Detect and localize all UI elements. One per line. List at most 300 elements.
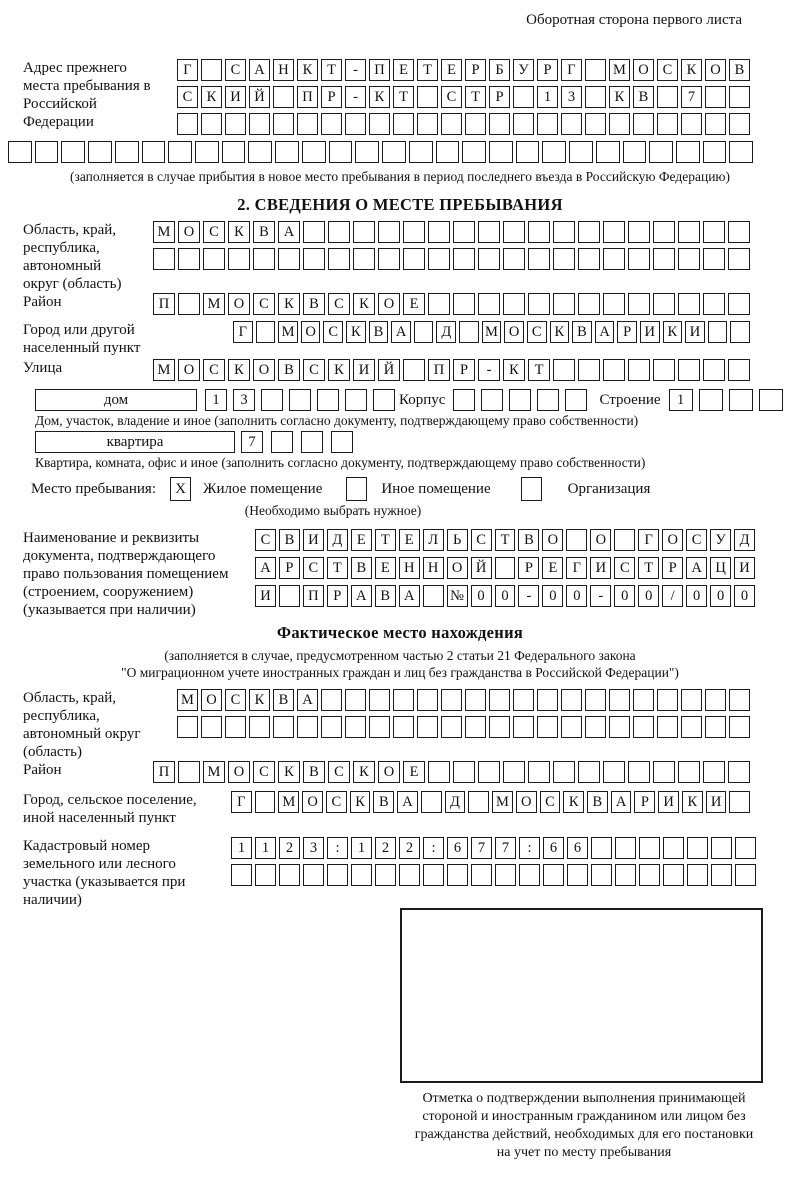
char-cell [578, 293, 600, 315]
char-cell: О [178, 359, 200, 381]
char-cell: 6 [567, 837, 588, 859]
char-cell: : [423, 837, 444, 859]
house-widebox: дом [35, 389, 197, 411]
char-cell [495, 557, 516, 579]
char-cell [468, 791, 489, 813]
char-cell [489, 113, 510, 135]
char-cell: К [249, 689, 270, 711]
char-cell [302, 141, 326, 163]
char-cell: Р [489, 86, 510, 108]
char-cell [687, 837, 708, 859]
char-cell [115, 141, 139, 163]
char-cell [639, 864, 660, 886]
char-cell [615, 837, 636, 859]
char-cell [328, 221, 350, 243]
char-row [177, 59, 750, 81]
actual-location-title: Фактическое место нахождения [276, 623, 524, 642]
char-row [153, 293, 750, 315]
char-cell: С [203, 221, 225, 243]
char-cell: 7 [681, 86, 702, 108]
house-note: Дом, участок, владение и иное (заполнить согласно документу, подтверждающему право собственности) [35, 413, 639, 428]
char-cell [35, 141, 59, 163]
char-cell: В [375, 585, 396, 607]
char-cell [253, 248, 275, 270]
char-cell [303, 248, 325, 270]
char-row [233, 321, 750, 343]
char-cell: В [273, 689, 294, 711]
char-cell: 2 [375, 837, 396, 859]
char-cell [177, 113, 198, 135]
char-cell [399, 864, 420, 886]
char-cell [261, 389, 283, 411]
char-cell [201, 59, 222, 81]
district-label: Район [23, 294, 62, 310]
char-cell [609, 716, 630, 738]
char-cell: Т [393, 86, 414, 108]
char-cell: № [447, 585, 468, 607]
region-field [8, 221, 792, 293]
char-cell [369, 689, 390, 711]
char-cell: Д [445, 791, 466, 813]
char-cell [728, 359, 750, 381]
char-cell: 2 [399, 837, 420, 859]
char-cell [553, 293, 575, 315]
char-cell: 1 [255, 837, 276, 859]
char-cell [255, 791, 276, 813]
char-cell [542, 141, 566, 163]
char-cell [653, 293, 675, 315]
actual-note-line2: "О миграционном учете иностранных граждан и лиц без гражданства в Российской Федерации") [121, 665, 679, 680]
char-cell: - [345, 86, 366, 108]
char-cell [703, 221, 725, 243]
char-cell [603, 293, 625, 315]
char-cell [203, 248, 225, 270]
char-cell [687, 864, 708, 886]
char-cell: Д [436, 321, 456, 343]
char-cell [578, 221, 600, 243]
char-cell [703, 293, 725, 315]
char-cell: И [706, 791, 727, 813]
char-cell [345, 716, 366, 738]
organization-checkbox [521, 477, 542, 501]
char-cell: Р [617, 321, 637, 343]
char-cell: О [516, 791, 537, 813]
char-cell: С [614, 557, 635, 579]
char-cell [403, 359, 425, 381]
char-cell: 0 [471, 585, 492, 607]
residential-checkbox: X [170, 477, 191, 501]
char-cell [345, 689, 366, 711]
char-cell [222, 141, 246, 163]
char-cell: О [590, 529, 611, 551]
char-cell: К [663, 321, 683, 343]
char-cell: / [662, 585, 683, 607]
char-cell [585, 113, 606, 135]
char-cell: А [297, 689, 318, 711]
char-cell: Н [273, 59, 294, 81]
char-cell: В [279, 529, 300, 551]
char-cell [369, 113, 390, 135]
char-cell [273, 716, 294, 738]
char-cell [409, 141, 433, 163]
char-cell [553, 761, 575, 783]
char-cell [735, 837, 756, 859]
char-cell [759, 389, 783, 411]
char-cell [565, 389, 587, 411]
char-cell [728, 293, 750, 315]
prev-address-label: Адрес прежнего места пребывания в Российской Федерации [23, 60, 151, 130]
char-cell: К [369, 86, 390, 108]
char-cell [528, 221, 550, 243]
char-cell: С [177, 86, 198, 108]
apartment-widebox: квартира [35, 431, 235, 453]
char-cell [279, 585, 300, 607]
char-cell [711, 837, 732, 859]
char-cell [609, 689, 630, 711]
char-cell: С [253, 761, 275, 783]
char-cell [681, 716, 702, 738]
char-cell: 0 [686, 585, 707, 607]
document-field [8, 529, 792, 619]
char-cell [178, 761, 200, 783]
char-cell [503, 293, 525, 315]
char-cell [567, 864, 588, 886]
char-cell [478, 761, 500, 783]
char-cell [653, 221, 675, 243]
char-cell [345, 113, 366, 135]
char-cell: 7 [241, 431, 263, 453]
residential-label: Жилое помещение [203, 480, 323, 497]
char-cell: А [611, 791, 632, 813]
char-cell: Е [375, 557, 396, 579]
char-cell: Е [441, 59, 462, 81]
char-cell [321, 113, 342, 135]
char-cell [585, 59, 606, 81]
actual-region-label: Область, край, республика, автономный округ (область) [23, 690, 141, 760]
char-row [153, 248, 750, 270]
char-cell [489, 716, 510, 738]
char-cell [623, 141, 647, 163]
char-cell [528, 293, 550, 315]
char-cell [628, 221, 650, 243]
char-cell: Н [423, 557, 444, 579]
char-cell: С [328, 293, 350, 315]
char-cell: М [278, 791, 299, 813]
char-cell: Р [327, 585, 348, 607]
char-cell: И [590, 557, 611, 579]
char-cell: 0 [734, 585, 755, 607]
char-cell: А [351, 585, 372, 607]
confirmation-stamp-box [400, 908, 763, 1083]
char-cell: О [378, 761, 400, 783]
char-cell [279, 864, 300, 886]
char-cell: Г [177, 59, 198, 81]
char-cell: Е [351, 529, 372, 551]
char-cell: И [353, 359, 375, 381]
char-cell: В [729, 59, 750, 81]
char-cell: С [225, 59, 246, 81]
char-cell [195, 141, 219, 163]
char-cell [609, 113, 630, 135]
char-cell: - [590, 585, 611, 607]
char-cell: Р [518, 557, 539, 579]
char-cell: К [353, 293, 375, 315]
char-cell: С [255, 529, 276, 551]
char-cell: П [369, 59, 390, 81]
char-cell: К [297, 59, 318, 81]
char-cell: К [563, 791, 584, 813]
char-cell: Й [249, 86, 270, 108]
char-cell [321, 689, 342, 711]
char-cell [447, 864, 468, 886]
char-cell: С [323, 321, 343, 343]
char-cell: 3 [303, 837, 324, 859]
char-cell: Е [542, 557, 563, 579]
char-cell: - [518, 585, 539, 607]
char-cell [275, 141, 299, 163]
char-cell [657, 689, 678, 711]
char-cell: Р [321, 86, 342, 108]
char-cell [699, 389, 723, 411]
char-row [231, 864, 756, 886]
char-cell: К [353, 761, 375, 783]
char-row [177, 716, 750, 738]
char-cell [528, 248, 550, 270]
char-cell [591, 837, 612, 859]
char-cell [633, 689, 654, 711]
char-cell [369, 716, 390, 738]
actual-city-field [8, 791, 792, 827]
char-cell [676, 141, 700, 163]
char-cell: М [482, 321, 502, 343]
char-cell [513, 716, 534, 738]
char-cell [603, 761, 625, 783]
prev-address-extra-row [8, 141, 753, 163]
stay-type-note: (Необходимо выбрать нужное) [244, 503, 422, 518]
char-cell [177, 716, 198, 738]
char-cell [614, 529, 635, 551]
char-cell [578, 359, 600, 381]
actual-district-field [8, 761, 792, 783]
char-cell: В [373, 791, 394, 813]
char-cell: П [303, 585, 324, 607]
char-cell [728, 248, 750, 270]
char-cell [503, 248, 525, 270]
char-cell: Й [471, 557, 492, 579]
char-cell [561, 689, 582, 711]
char-cell [657, 113, 678, 135]
char-cell [585, 716, 606, 738]
char-cell [375, 864, 396, 886]
char-cell [728, 761, 750, 783]
char-cell [729, 113, 750, 135]
char-cell: А [249, 59, 270, 81]
char-cell: Т [528, 359, 550, 381]
char-cell: А [397, 791, 418, 813]
char-cell [735, 864, 756, 886]
char-cell [537, 689, 558, 711]
char-cell: О [228, 761, 250, 783]
char-cell: У [710, 529, 731, 551]
char-cell [478, 221, 500, 243]
char-cell: К [328, 359, 350, 381]
char-cell [353, 248, 375, 270]
char-cell [678, 359, 700, 381]
district-field [8, 293, 792, 315]
char-cell: В [518, 529, 539, 551]
char-cell: 2 [279, 837, 300, 859]
stroenie-label: Строение [599, 392, 661, 408]
char-cell: С [686, 529, 707, 551]
char-cell: К [201, 86, 222, 108]
char-cell: О [253, 359, 275, 381]
street-field [8, 359, 792, 381]
char-cell: П [153, 761, 175, 783]
char-row [231, 791, 750, 813]
char-cell [382, 141, 406, 163]
char-cell [653, 761, 675, 783]
char-cell: М [492, 791, 513, 813]
char-cell [729, 791, 750, 813]
char-cell: К [682, 791, 703, 813]
region-label: Область, край, республика, автономный округ (область) [23, 222, 122, 292]
section2-title: 2. СВЕДЕНИЯ О МЕСТЕ ПРЕБЫВАНИЯ [237, 195, 563, 214]
char-cell [273, 86, 294, 108]
char-cell [703, 359, 725, 381]
region-rows [153, 221, 750, 270]
char-cell: 1 [205, 389, 227, 411]
char-cell: Г [638, 529, 659, 551]
char-cell [378, 248, 400, 270]
city-label: Город или другой населенный пункт [23, 322, 141, 356]
char-cell: Б [489, 59, 510, 81]
char-cell: 7 [495, 837, 516, 859]
char-cell [61, 141, 85, 163]
char-cell: О [662, 529, 683, 551]
char-cell [271, 431, 293, 453]
char-cell [465, 716, 486, 738]
char-cell [653, 359, 675, 381]
actual-city-label: Город, сельское поселение, иной населенный пункт [23, 792, 197, 826]
char-cell: К [278, 293, 300, 315]
apartment-note: Квартира, комната, офис и иное (заполнить согласно документу, подтверждающему право собственности) [35, 455, 646, 470]
char-cell [465, 689, 486, 711]
char-cell [681, 113, 702, 135]
char-row [255, 557, 755, 579]
char-cell [639, 837, 660, 859]
char-cell: В [303, 293, 325, 315]
char-cell [585, 86, 606, 108]
char-cell [729, 141, 753, 163]
prev-address-note: (заполняется в случае прибытия в новое место пребывания в период последнего въезда в Российскую Федерацию) [69, 169, 731, 184]
char-cell [729, 86, 750, 108]
char-cell: В [572, 321, 592, 343]
document-label: Наименование и реквизиты документа, подтверждающего право пользования помещением (строением, сооружением) (указывается при наличии) [23, 530, 229, 618]
char-cell [678, 761, 700, 783]
char-cell: О [228, 293, 250, 315]
char-cell [249, 716, 270, 738]
char-cell: Т [495, 529, 516, 551]
char-cell [553, 221, 575, 243]
actual-region-field [8, 689, 792, 761]
char-cell [489, 141, 513, 163]
char-cell [528, 761, 550, 783]
char-cell [603, 359, 625, 381]
char-cell: 1 [669, 389, 693, 411]
char-cell: М [278, 321, 298, 343]
char-cell [345, 389, 367, 411]
char-cell [657, 716, 678, 738]
char-cell: О [705, 59, 726, 81]
char-cell [678, 293, 700, 315]
char-cell [417, 113, 438, 135]
char-cell [417, 86, 438, 108]
char-cell [478, 248, 500, 270]
actual-location-note [8, 647, 792, 681]
char-cell: С [253, 293, 275, 315]
char-cell: С [471, 529, 492, 551]
char-cell [153, 248, 175, 270]
char-cell: С [527, 321, 547, 343]
char-cell: С [441, 86, 462, 108]
char-cell [503, 761, 525, 783]
char-cell: : [519, 837, 540, 859]
char-cell [578, 248, 600, 270]
char-cell [403, 221, 425, 243]
char-cell [705, 113, 726, 135]
char-cell: К [228, 221, 250, 243]
char-cell: П [297, 86, 318, 108]
char-cell [591, 864, 612, 886]
char-cell [471, 864, 492, 886]
char-cell: Т [375, 529, 396, 551]
char-cell [657, 86, 678, 108]
char-cell [201, 716, 222, 738]
char-cell [353, 221, 375, 243]
street-label: Улица [23, 360, 63, 376]
char-cell: Ь [447, 529, 468, 551]
char-cell [663, 864, 684, 886]
char-cell: 0 [542, 585, 563, 607]
char-cell [537, 716, 558, 738]
char-cell [321, 716, 342, 738]
char-cell: Р [662, 557, 683, 579]
char-cell: Л [423, 529, 444, 551]
char-cell [516, 141, 540, 163]
char-cell: 6 [447, 837, 468, 859]
char-cell: О [378, 293, 400, 315]
char-cell [331, 431, 353, 453]
char-cell: М [153, 221, 175, 243]
char-cell: А [686, 557, 707, 579]
char-cell [603, 248, 625, 270]
char-cell: С [657, 59, 678, 81]
char-cell: 1 [351, 837, 372, 859]
char-cell: С [328, 761, 350, 783]
char-row [231, 837, 756, 859]
char-cell: К [346, 321, 366, 343]
char-cell [453, 761, 475, 783]
char-cell: Г [561, 59, 582, 81]
char-cell: О [447, 557, 468, 579]
char-cell: И [685, 321, 705, 343]
char-cell: А [255, 557, 276, 579]
char-cell [633, 716, 654, 738]
char-cell: 6 [543, 837, 564, 859]
char-cell: С [326, 791, 347, 813]
char-cell: О [301, 321, 321, 343]
char-cell: М [177, 689, 198, 711]
